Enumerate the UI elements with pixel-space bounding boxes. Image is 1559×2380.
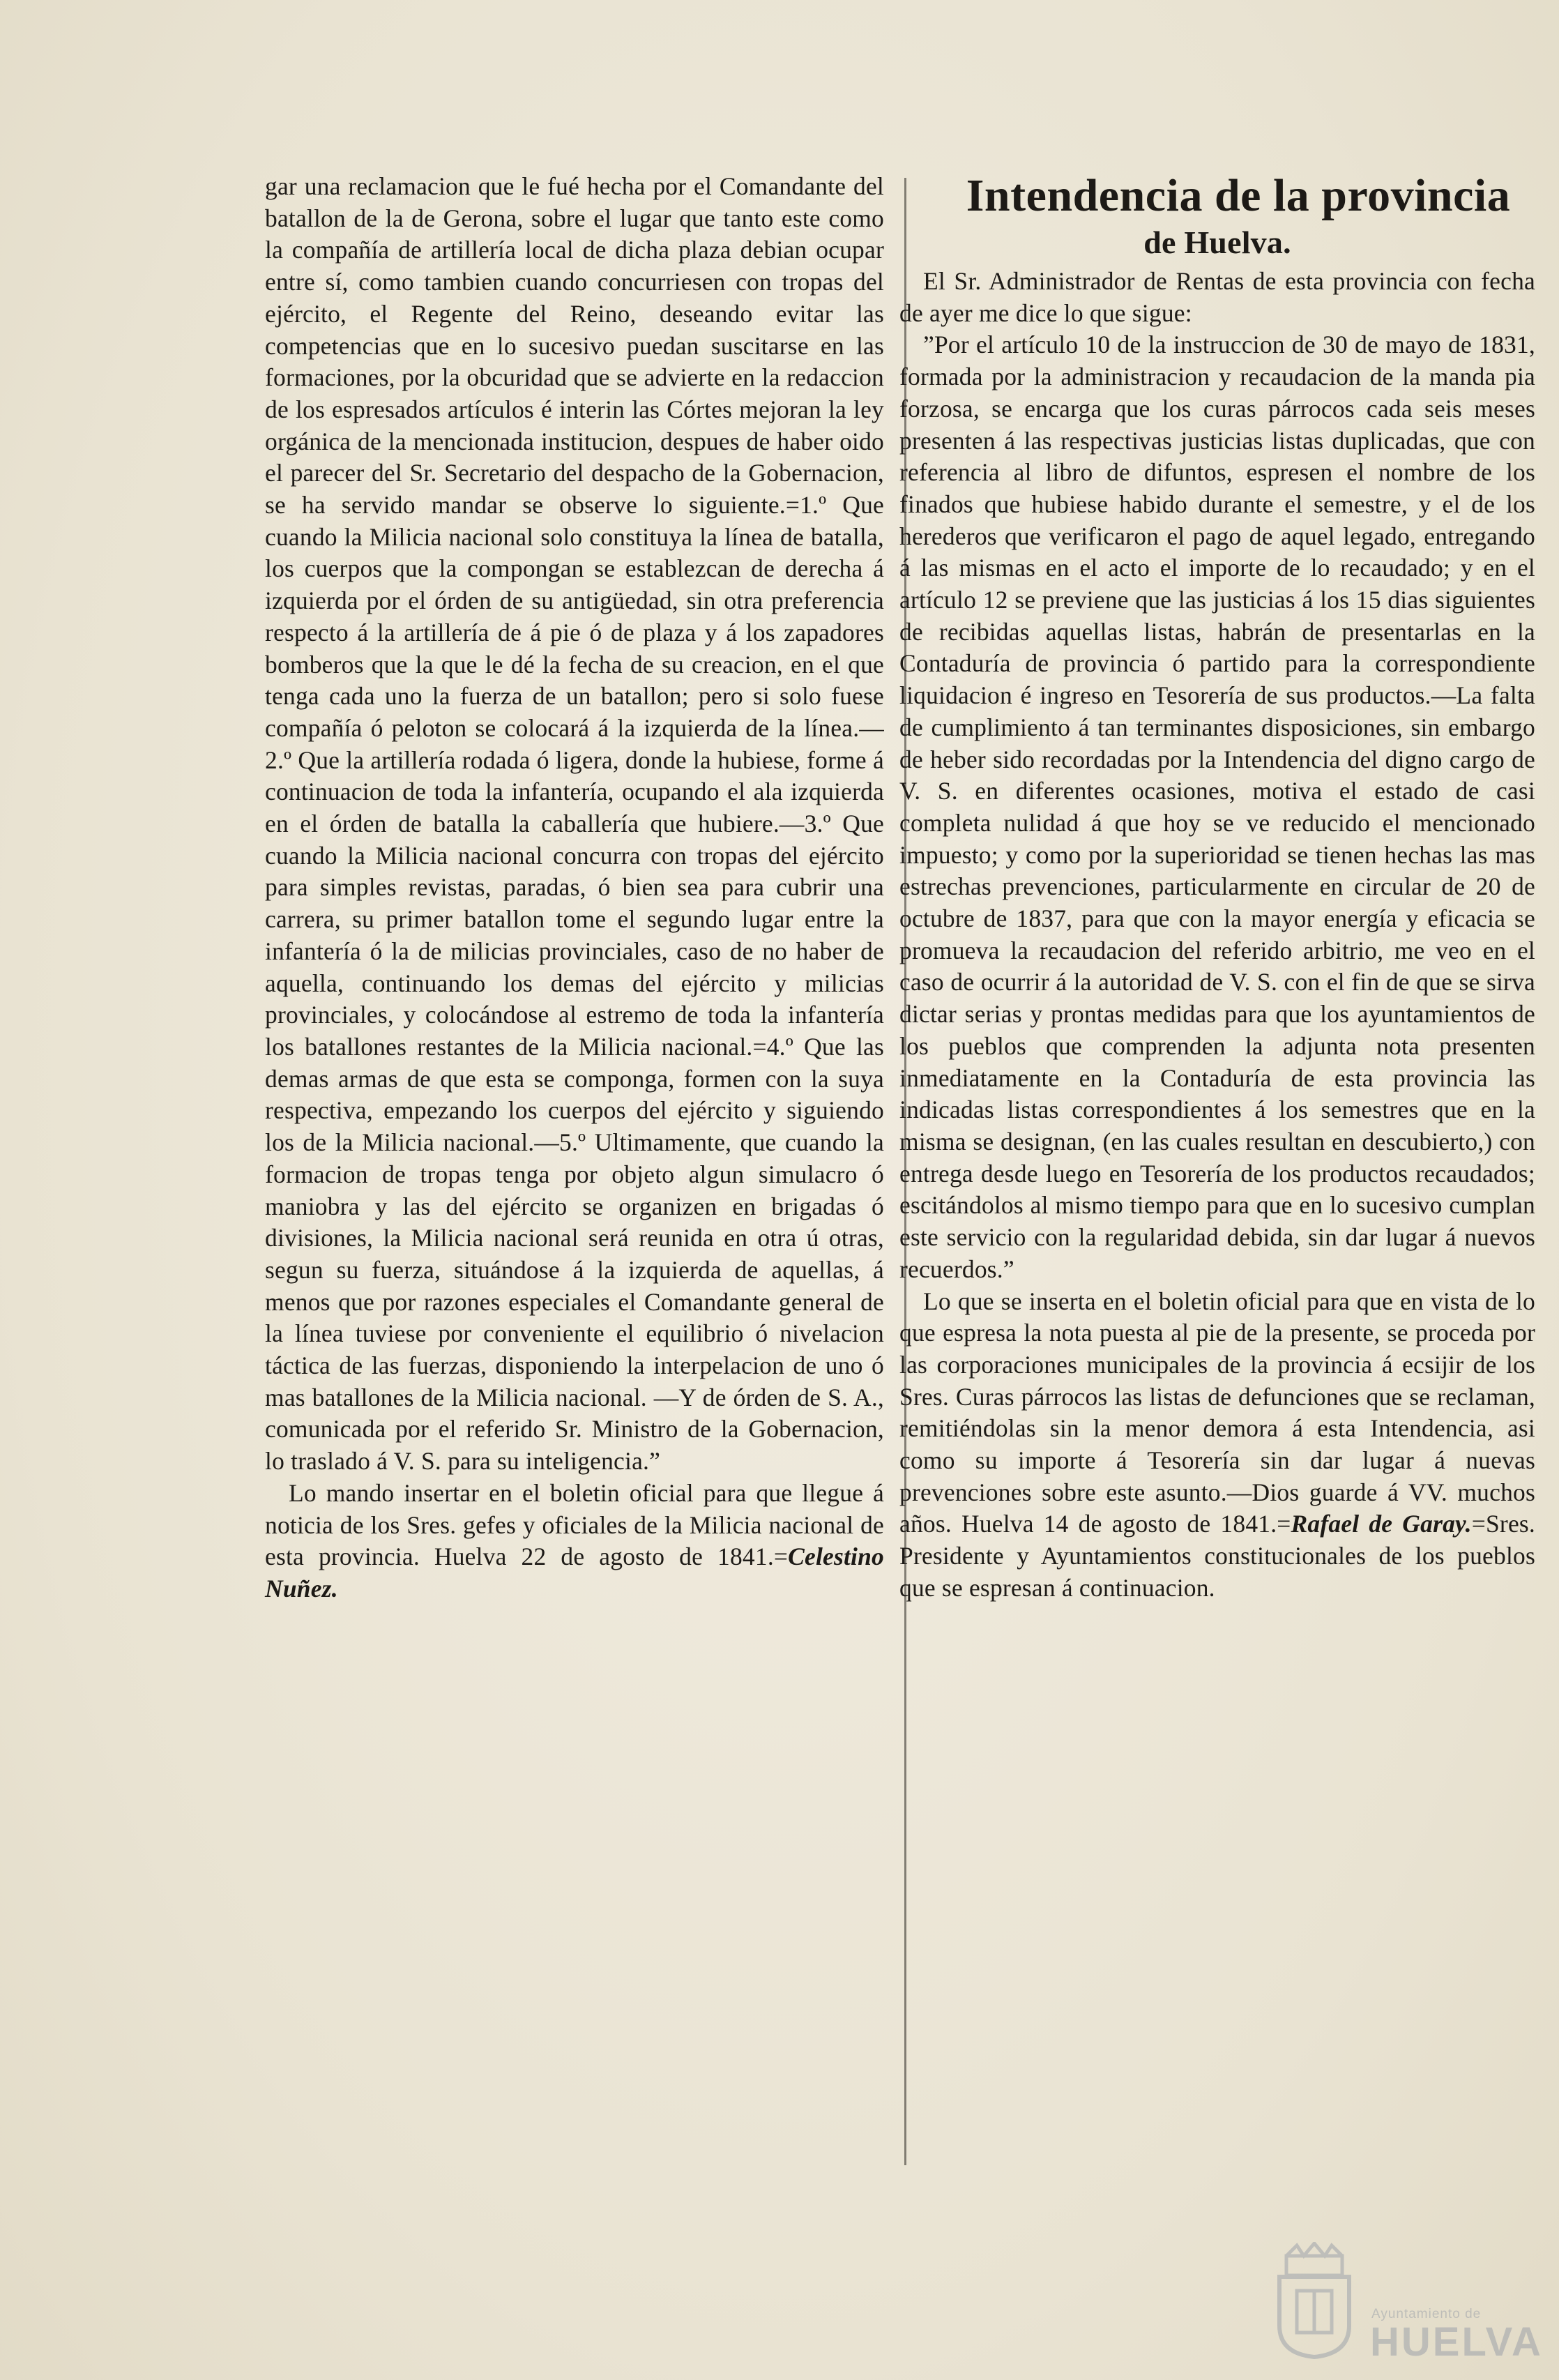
right-closing-text: Lo que se inserta en el boletin oficial para que en vista de lo que espresa la nota puesta al pie de la presente, se proceda por las corporaciones municipales de la provincia á ecsijir de los Sres. Curas párrocos las listas de defunciones que se reclaman, remitiéndolas sin la menor demora á esta Intendencia, asi como su importe á Tesorería sin dar lugar á nuevas prevenciones sobre este asunto.—Dios guarde á VV. muchos años. Huelva 14 de agosto de 1841.= xyxy=(899,1287,1535,1538)
watermark-big-text: HUELVA xyxy=(1370,2319,1543,2365)
huelva-crest-icon xyxy=(1265,2242,1363,2360)
right-closing-paragraph xyxy=(899,1286,1535,1605)
section-subtitle: de Huelva. xyxy=(1143,225,1291,260)
left-closing-text: Lo mando insertar en el boletin oficial para que llegue á noticia de los Sres. gefes y oficiales de la Milicia nacional de esta provincia. Huelva 22 de agosto de 1841.= xyxy=(265,1478,884,1571)
right-signature: Rafael de Garay. xyxy=(1291,1510,1472,1538)
watermark-small-text: Ayuntamiento de xyxy=(1371,2307,1482,2321)
left-column xyxy=(265,171,884,1605)
left-closing-paragraph xyxy=(265,1478,884,1605)
right-intro-paragraph: El Sr. Administrador de Rentas de esta provincia con fecha de ayer me dice lo que sigue: xyxy=(899,267,1535,327)
right-addressees: =Sres. Presidente y Ayuntamientos constitucionales de los pueblos que se espresan á continuacion. xyxy=(899,1510,1535,1602)
left-body-paragraph: gar una reclamacion que le fué hecha por el Comandante del batallon de la de Gerona, sobre el lugar que tanto este como la compañía de artillería local de dicha plaza debian ocupar entre sí, como tambien cuando concurriesen con tropas del ejército, el Regente del Reino, deseando evitar las competencias que en lo sucesivo puedan suscitarse en las formaciones, por la obcuridad que se advierte en la redaccion de los espresados artículos é interin las Córtes mejoran la ley orgánica de la mencionada institucion, despues de haber oido el parecer del Sr. Secretario del despacho de la Gobernacion, se ha servido mandar se observe lo siguiente.=1.º Que cuando la Milicia nacional solo constituya la línea de batalla, los cuerpos que la compongan se establezcan de derecha á izquierda por el órden de su antigüedad, sin otra preferencia respecto á la artillería de á pie ó de plaza y á los zapadores bomberos que la que le dé la fecha de su creacion, en el que tenga cada uno la fuerza de un batallon; pero si solo fuese compañía ó peloton se colocará á la izquierda de la línea.—2.º Que la artillería rodada ó ligera, donde la hubiese, forme á continuacion de toda la infantería, ocupando el ala izquierda en el órden de batalla la caballería que hubiere.—3.º Que cuando la Milicia nacional concurra con tropas del ejército para simples revistas, paradas, ó bien sea para cubrir una carrera, su primer batallon tome el segundo lugar entre la infantería ó la de milicias provinciales, caso de no haber de aquella, continuando los demas del ejército y milicias provinciales, y colocándose al estremo de toda la infantería los batallones restantes de la Milicia nacional.=4.º Que las demas armas de que esta se componga, formen con la suya respectiva, empezando los cuerpos del ejército y siguiendo los de la Milicia nacional.—5.º Ultimamente, que cuando la formacion de tropas tenga por objeto algun simulacro ó maniobra y las del ejército se organizen en brigadas ó divisiones, la Milicia nacional será reunida en otra ú otras, segun su fuerza, situándose á la izquierda de aquellas, á menos que por razones especiales el Comandante general de la línea tuviese por conveniente el equilibrio ó nivelacion táctica de las fuerzas, disponiendo la interpelacion de uno ó mas batallones de la Milicia nacional. —Y de órden de S. A., comunicada por el referido Sr. Ministro de la Gobernacion, lo traslado á V. S. para su inteligencia.” xyxy=(265,172,884,1476)
ayuntamiento-watermark xyxy=(1265,2242,1543,2365)
right-quoted-paragraph: ”Por el artículo 10 de la instruccion de 30 de mayo de 1831, formada por la administracion y recaudacion de la manda pia forzosa, se encarga que los curas párrocos cada seis meses presenten á las respectivas justicias listas duplicadas, que con referencia al libro de difuntos, espresen el nombre de los finados que hubiese habido durante el semestre, y el de los herederos que verificaron el pago de aquel legado, entregando á las mismas en el acto el importe de lo recaudado; y en el artículo 12 se previene que las justicias á los 15 dias siguientes de recibidas aquellas listas, habrán de presentarlas en la Contaduría de provincia ó partido para la correspondiente liquidacion é ingreso en Tesorería de sus productos.—La falta de cumplimiento á tan terminantes disposiciones, sin embargo de heber sido recordadas por la Intendencia del digno cargo de V. S. en diferentes ocasiones, motiva el estado de casi completa nulidad á que hoy se ve reducido el mencionado impuesto; y como por la superioridad se tienen hechas las mas estrechas prevenciones, particularmente en circular de 20 de octubre de 1837, para que con la mayor energía y eficacia se promueva la recaudacion del referido arbitrio, me veo en el caso de ocurrir á la autoridad de V. S. con el fin de que se sirva dictar serias y prontas medidas para que los ayuntamientos de los pueblos que comprenden la adjunta nota presenten inmediatamente en la Contaduría de esta provincia las indicadas listas correspondientes á los semestres que en la misma se designan, (en las cuales resultan en descubierto,) con entrega desde luego en Tesorería de los productos recaudados; escitándolos al mismo tiempo para que en lo sucesivo cumplan este servicio con la regularidad debida, sin dar lugar á nuevos recuerdos.” xyxy=(899,331,1535,1283)
left-signature: Celestino Nuñez. xyxy=(265,1543,884,1602)
section-title: Intendencia de la provincia xyxy=(966,170,1511,221)
right-column xyxy=(899,171,1535,1605)
